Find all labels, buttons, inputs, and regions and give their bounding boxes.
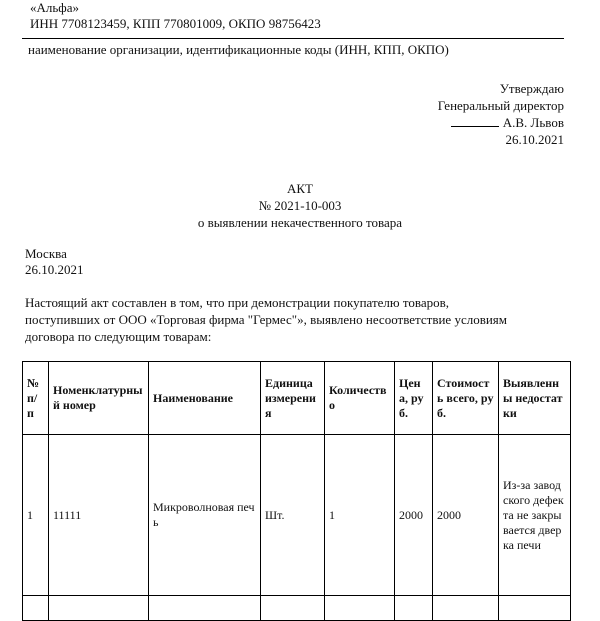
organization-name: «Альфа» xyxy=(30,0,79,15)
approval-position: Генеральный директор xyxy=(437,98,564,113)
title-act: АКТ xyxy=(287,181,313,196)
cell-quantity: 1 xyxy=(325,435,395,596)
approval-title: Утверждаю xyxy=(499,81,564,96)
signature-line xyxy=(451,116,499,127)
header-defects: Выявленны недостатки xyxy=(499,362,571,435)
header-total: Стоимость всего, руб. xyxy=(433,362,499,435)
statement-line-1: Настоящий акт составлен в том, что при демонстрации покупателю товаров, xyxy=(25,295,450,310)
cell-number: 1 xyxy=(23,435,49,596)
header-unit: Единица измерения xyxy=(261,362,325,435)
cell-item-code: 11111 xyxy=(49,435,149,596)
document-title xyxy=(0,180,600,231)
goods-table xyxy=(22,361,571,621)
empty-cell xyxy=(499,596,571,621)
approval-block xyxy=(438,80,564,148)
statement-line-2: поступивших от ООО «Торговая фирма "Гермес"», выявлено несоответствие условиям xyxy=(25,312,507,327)
cell-unit: Шт. xyxy=(261,435,325,596)
table-row-continuation xyxy=(23,596,571,621)
cell-total: 2000 xyxy=(433,435,499,596)
statement-line-3: договора по следующим товарам: xyxy=(25,329,212,344)
act-statement xyxy=(25,294,570,345)
cell-name: Микроволновая печь xyxy=(149,435,261,596)
empty-cell xyxy=(433,596,499,621)
approval-date: 26.10.2021 xyxy=(505,132,564,147)
organization-caption: наименование организации, идентификационные коды (ИНН, КПП, ОКПО) xyxy=(28,42,449,57)
cell-price: 2000 xyxy=(395,435,433,596)
header-item-code: Номенклатурный номер xyxy=(49,362,149,435)
approval-signature-row xyxy=(438,114,564,131)
document-city: Москва xyxy=(25,246,67,261)
empty-cell xyxy=(325,596,395,621)
organization-underline xyxy=(22,38,564,39)
approval-signatory: А.В. Львов xyxy=(502,115,564,130)
document-date: 26.10.2021 xyxy=(25,262,84,277)
table-header-row xyxy=(23,362,571,435)
title-number: № 2021-10-003 xyxy=(258,198,342,213)
header-name: Наименование xyxy=(149,362,261,435)
header-quantity: Количество xyxy=(325,362,395,435)
title-subject: о выявлении некачественного товара xyxy=(197,215,403,230)
empty-cell xyxy=(49,596,149,621)
empty-cell xyxy=(149,596,261,621)
header-number: № п/п xyxy=(23,362,49,435)
organization-codes: ИНН 7708123459, КПП 770801009, ОКПО 98756423 xyxy=(30,16,321,31)
empty-cell xyxy=(395,596,433,621)
empty-cell xyxy=(261,596,325,621)
cell-defects: Из-за заводского дефекта не закрывается дверка печи xyxy=(499,435,571,596)
empty-cell xyxy=(23,596,49,621)
table-row xyxy=(23,435,571,596)
header-price: Цена, руб. xyxy=(395,362,433,435)
